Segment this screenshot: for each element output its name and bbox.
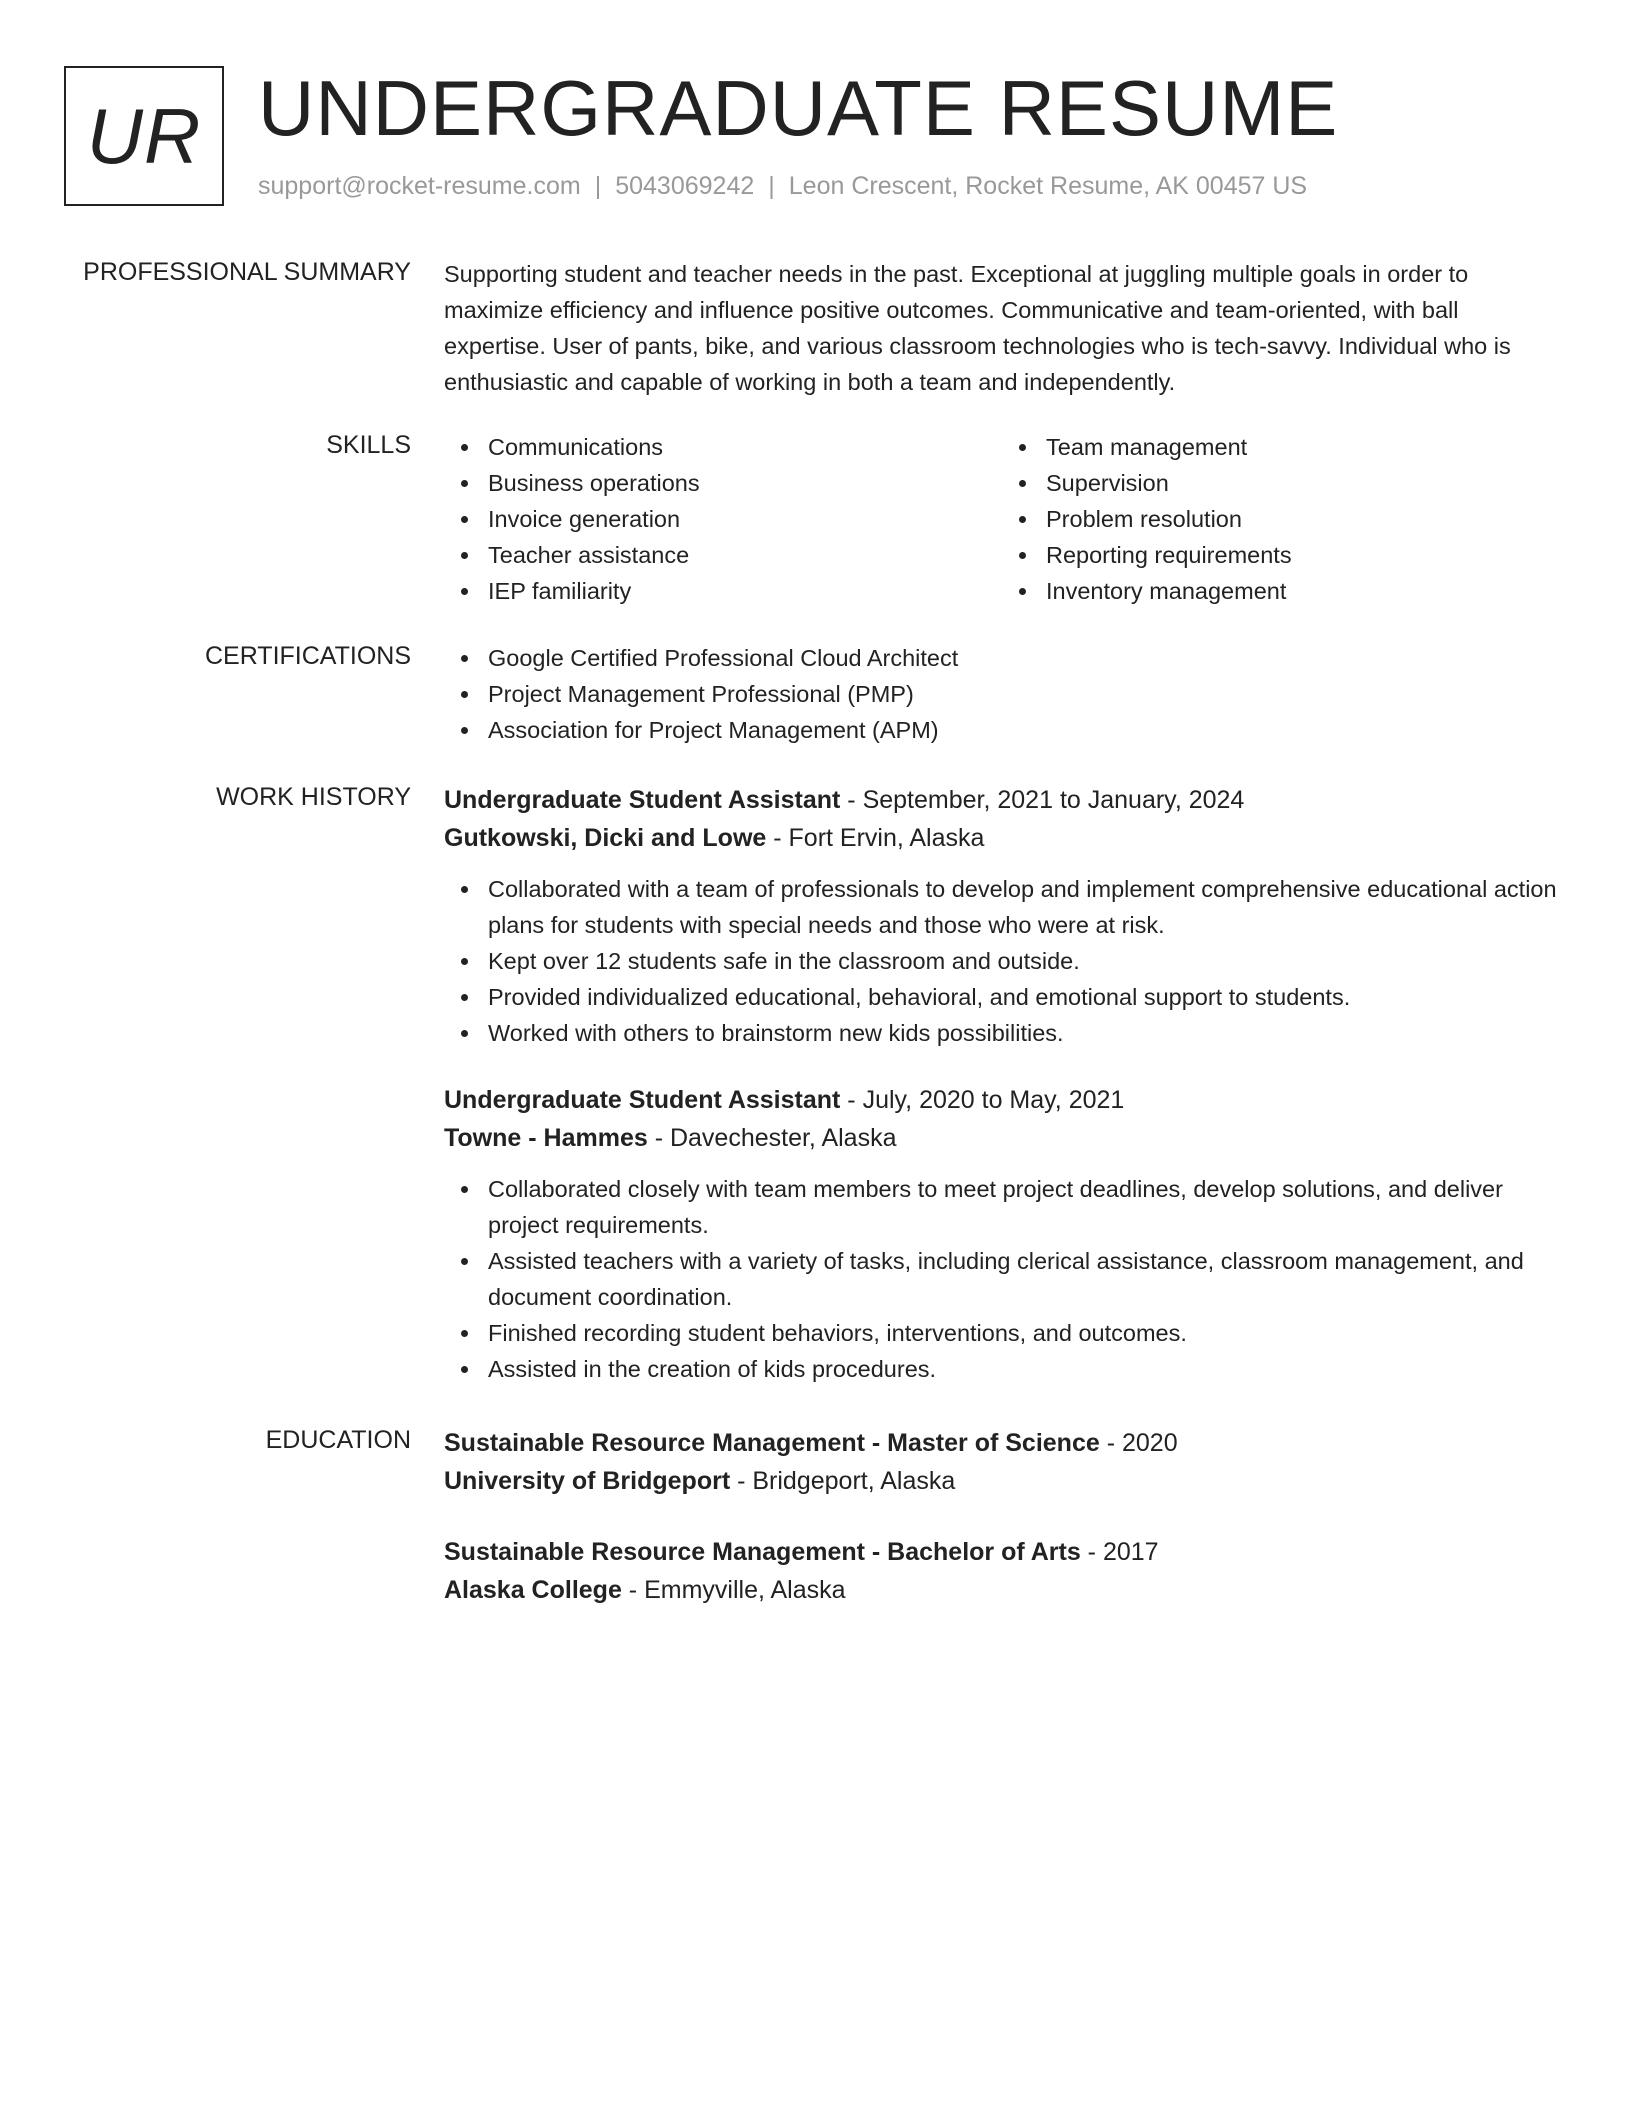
skill-item: Problem resolution	[1046, 501, 1560, 537]
section-label-education: EDUCATION	[265, 1426, 411, 1454]
summary-body	[444, 256, 1560, 400]
certification-item: Google Certified Professional Cloud Architect	[488, 640, 1560, 676]
education-degree: Sustainable Resource Management - Master of Science	[444, 1429, 1100, 1457]
skills-grid	[444, 429, 1560, 609]
education-entry	[444, 1533, 1560, 1609]
education-school-line	[444, 1571, 1560, 1609]
job-entry	[444, 781, 1560, 1051]
job-bullet: Finished recording student behaviors, interventions, and outcomes.	[488, 1315, 1560, 1351]
skills-body	[444, 429, 1560, 609]
education-location: - Bridgeport, Alaska	[730, 1467, 956, 1495]
skill-item: Reporting requirements	[1046, 537, 1560, 573]
job-bullets	[444, 1171, 1560, 1387]
monogram-logo: UR	[64, 66, 224, 206]
certification-item: Project Management Professional (PMP)	[488, 676, 1560, 712]
job-dates: - July, 2020 to May, 2021	[840, 1086, 1125, 1114]
skill-item: Inventory management	[1046, 573, 1560, 609]
education-year: - 2017	[1080, 1538, 1159, 1566]
education-year: - 2020	[1099, 1429, 1178, 1457]
job-bullet: Assisted in the creation of kids procedures.	[488, 1351, 1560, 1387]
job-bullets	[444, 871, 1560, 1051]
skill-item: Invoice generation	[488, 501, 1002, 537]
job-bullet: Kept over 12 students safe in the classroom and outside.	[488, 943, 1560, 979]
skills-list-right	[1002, 429, 1560, 609]
job-bullet: Provided individualized educational, behavioral, and emotional support to students.	[488, 979, 1560, 1015]
job-company: Towne - Hammes	[444, 1124, 648, 1152]
contact-email[interactable]: support@rocket-resume.com	[258, 172, 581, 200]
education-location: - Emmyville, Alaska	[621, 1576, 846, 1604]
education-entry	[444, 1424, 1560, 1500]
skill-item: Business operations	[488, 465, 1002, 501]
section-label-certifications: CERTIFICATIONS	[204, 642, 411, 670]
skill-item: IEP familiarity	[488, 573, 1002, 609]
skill-item: Team management	[1046, 429, 1560, 465]
page-title: UNDERGRADUATE RESUME	[258, 64, 1339, 152]
section-label-work-history: WORK HISTORY	[216, 783, 411, 811]
contact-separator: |	[768, 172, 775, 200]
contact-address: Leon Crescent, Rocket Resume, AK 00457 US	[788, 172, 1308, 200]
job-bullet: Collaborated closely with team members to meet project deadlines, develop solutions, and deliver project requirements.	[488, 1171, 1560, 1243]
skill-item: Communications	[488, 429, 1002, 465]
education-school-line	[444, 1462, 1560, 1500]
job-title: Undergraduate Student Assistant	[444, 786, 841, 814]
job-location: - Fort Ervin, Alaska	[766, 824, 985, 852]
job-title: Undergraduate Student Assistant	[444, 1086, 841, 1114]
education-degree-line	[444, 1533, 1560, 1571]
contact-separator: |	[594, 172, 602, 200]
section-label-skills: SKILLS	[326, 431, 411, 459]
job-dates: - September, 2021 to January, 2024	[840, 786, 1245, 814]
contact-phone[interactable]: 5043069242	[615, 172, 755, 200]
job-bullet: Collaborated with a team of professionals to develop and implement comprehensive educational action plans for students with special needs and those who were at risk.	[488, 871, 1560, 943]
work-history-body	[444, 781, 1560, 1387]
job-title-line	[444, 1081, 1560, 1119]
resume-header	[64, 66, 1564, 211]
education-degree: Sustainable Resource Management - Bachelor of Arts	[444, 1538, 1081, 1566]
skill-item: Supervision	[1046, 465, 1560, 501]
section-label-summary: PROFESSIONAL SUMMARY	[83, 258, 411, 286]
certifications-list	[444, 640, 1560, 748]
education-body	[444, 1424, 1560, 1609]
summary-text: Supporting student and teacher needs in the past. Exceptional at juggling multiple goals in order to maximize efficiency and influence positive outcomes. Communicative and team-oriented, with ball expertise. User of pants, bike, and various classroom technologies who is tech-savvy. Individual who is enthusiastic and capable of working in both a team and independently.	[444, 261, 1511, 395]
education-school: University of Bridgeport	[444, 1467, 731, 1495]
contact-line	[258, 172, 1307, 201]
job-company: Gutkowski, Dicki and Lowe	[444, 824, 767, 852]
education-school: Alaska College	[444, 1576, 622, 1604]
job-title-line	[444, 781, 1560, 819]
certification-item: Association for Project Management (APM)	[488, 712, 1560, 748]
job-bullet: Worked with others to brainstorm new kids possibilities.	[488, 1015, 1560, 1051]
job-company-line	[444, 1119, 1560, 1157]
job-entry	[444, 1081, 1560, 1387]
job-location: - Davechester, Alaska	[647, 1124, 897, 1152]
job-company-line	[444, 819, 1560, 857]
skills-list-left	[444, 429, 1002, 609]
job-bullet: Assisted teachers with a variety of tasks, including clerical assistance, classroom management, and document coordination.	[488, 1243, 1560, 1315]
skill-item: Teacher assistance	[488, 537, 1002, 573]
certifications-body	[444, 640, 1560, 748]
education-degree-line	[444, 1424, 1560, 1462]
